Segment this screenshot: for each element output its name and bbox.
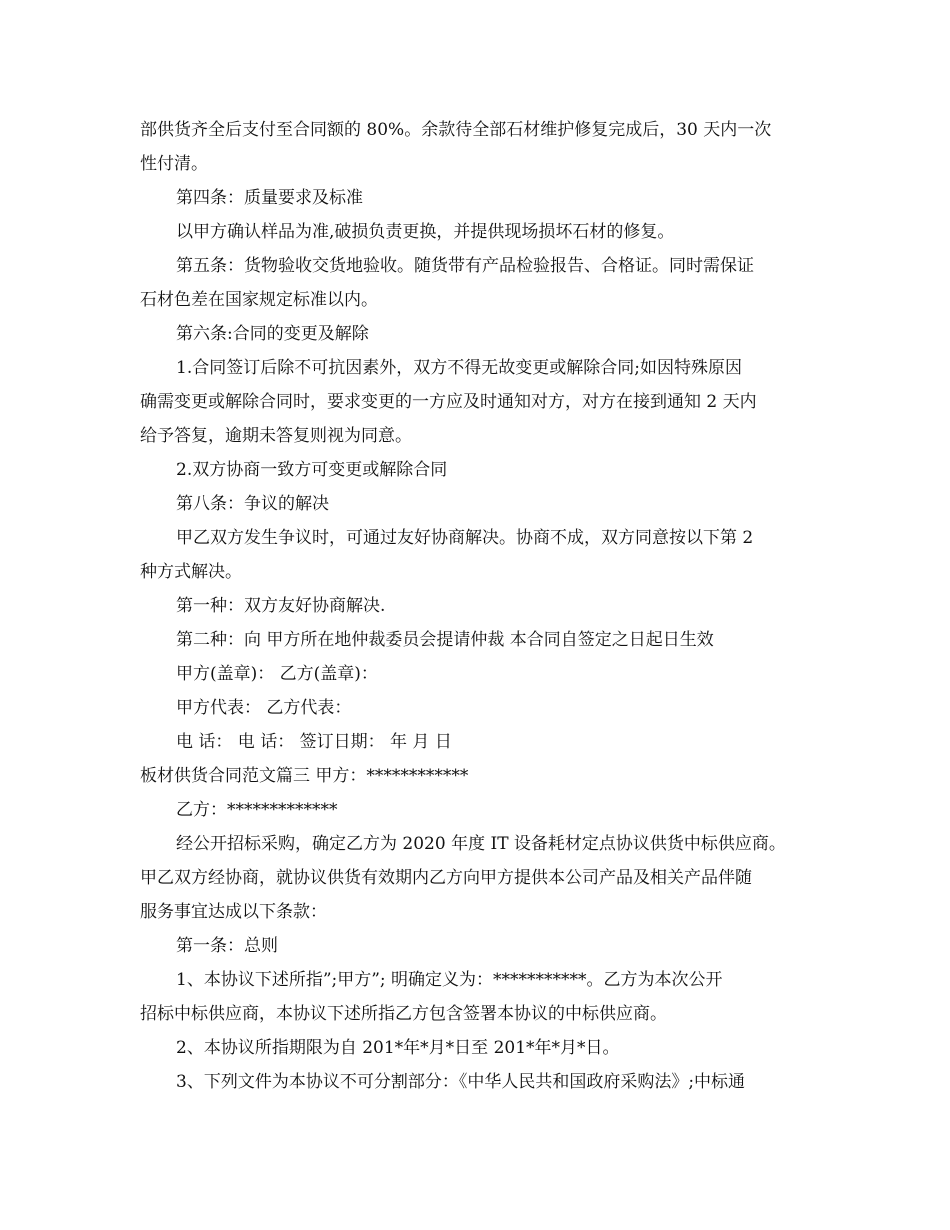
text-line: 第一种：双方友好协商解决. [176,596,386,616]
text-line: 2、本协议所指期限为自 201*年*月*日至 201*年*月*日。 [176,1038,620,1058]
text-line: 部供货齐全后支付至合同额的 80%。余款待全部石材维护修复完成后，30 天内一次 [140,120,772,140]
text-line: 招标中标供应商，本协议下述所指乙方包含签署本协议的中标供应商。 [140,1004,667,1024]
text-line: 确需变更或解除合同时，要求变更的一方应及时通知对方，对方在接到通知 2 天内 [140,392,757,412]
text-line: 乙方：************* [176,800,338,820]
document-subtitle: 板材供货合同范文篇三 甲方：************ [140,766,469,786]
text-line: 石材色差在国家规定标准以内。 [140,290,378,310]
section-heading: 第五条：货物验收交货地验收。随货带有产品检验报告、合格证。同时需保证 [176,256,754,276]
signature-line: 电 话： 电 话： 签订日期： 年 月 日 [176,732,452,752]
text-line: 甲乙双方发生争议时，可通过友好协商解决。协商不成，双方同意按以下第 2 [176,528,754,548]
signature-line: 甲方(盖章)： 乙方(盖章)： [176,664,378,684]
text-line: 性付清。 [140,154,208,174]
text-line: 经公开招标采购，确定乙方为 2020 年度 IT 设备耗材定点协议供货中标供应商。 [176,834,786,854]
text-line: 2.双方协商一致方可变更或解除合同 [176,460,448,480]
text-line: 服务事宜达成以下条款： [140,902,327,922]
section-heading: 第一条：总则 [176,936,278,956]
signature-line: 甲方代表： 乙方代表： [176,698,352,718]
text-line: 1.合同签订后除不可抗因素外，双方不得无故变更或解除合同;如因特殊原因 [176,358,742,378]
text-line: 给予答复，逾期未答复则视为同意。 [140,426,412,446]
text-line: 甲乙双方经协商，就协议供货有效期内乙方向甲方提供本公司产品及相关产品伴随 [140,868,752,888]
section-heading: 第四条：质量要求及标准 [176,188,363,208]
text-line: 第二种：向 甲方所在地仲裁委员会提请仲裁 本合同自签定之日起日生效 [176,630,714,650]
section-heading: 第六条:合同的变更及解除 [176,324,369,344]
text-line: 3、下列文件为本协议不可分割部分：《中华人民共和国政府采购法》;中标通 [176,1072,746,1092]
section-heading: 第八条：争议的解决 [176,494,329,514]
text-line: 1、本协议下述所指”;甲方”; 明确定义为：***********。乙方为本次公开 [176,970,723,990]
text-line: 以甲方确认样品为准,破损负责更换，并提供现场损坏石材的修复。 [176,222,675,242]
text-line: 种方式解决。 [140,562,242,582]
